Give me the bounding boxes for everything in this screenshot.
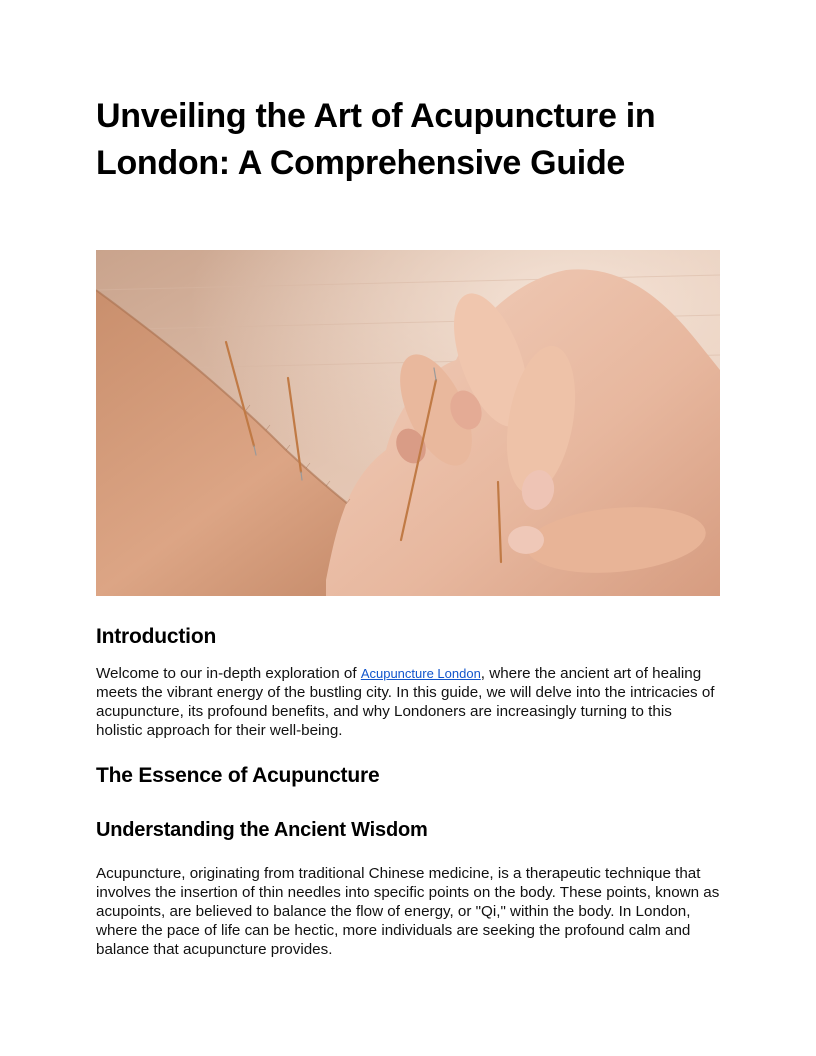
acupuncture-london-link[interactable]: Acupuncture London — [360, 666, 481, 681]
introduction-heading: Introduction — [96, 625, 217, 648]
introduction-paragraph — [96, 664, 720, 740]
acupuncture-photo — [96, 250, 720, 596]
intro-text-after-link: , where the ancient art of healing meets the vibrant energy of the bustling city. In this guide, we will delve into the intricacies of acupuncture, its profound benefits, and why Londoners are increasingly turning to this holistic approach for their well-being. — [96, 665, 715, 739]
wisdom-heading: Understanding the Ancient Wisdom — [96, 819, 428, 841]
hero-image — [96, 250, 720, 596]
page-title: Unveiling the Art of Acupuncture in London: A Comprehensive Guide — [96, 97, 656, 182]
essence-heading: The Essence of Acupuncture — [96, 764, 380, 787]
intro-text-before-link: Welcome to our in-depth exploration of — [96, 665, 361, 682]
wisdom-paragraph: Acupuncture, originating from traditional Chinese medicine, is a therapeutic technique that involves the insertion of thin needles into specific points on the body. These points, known as acupoints, are believed to balance the flow of energy, or "Qi," within the body. In London, where the pace of life can be hectic, more individuals are seeking the profound calm and balance that acupuncture provides. — [96, 865, 720, 958]
